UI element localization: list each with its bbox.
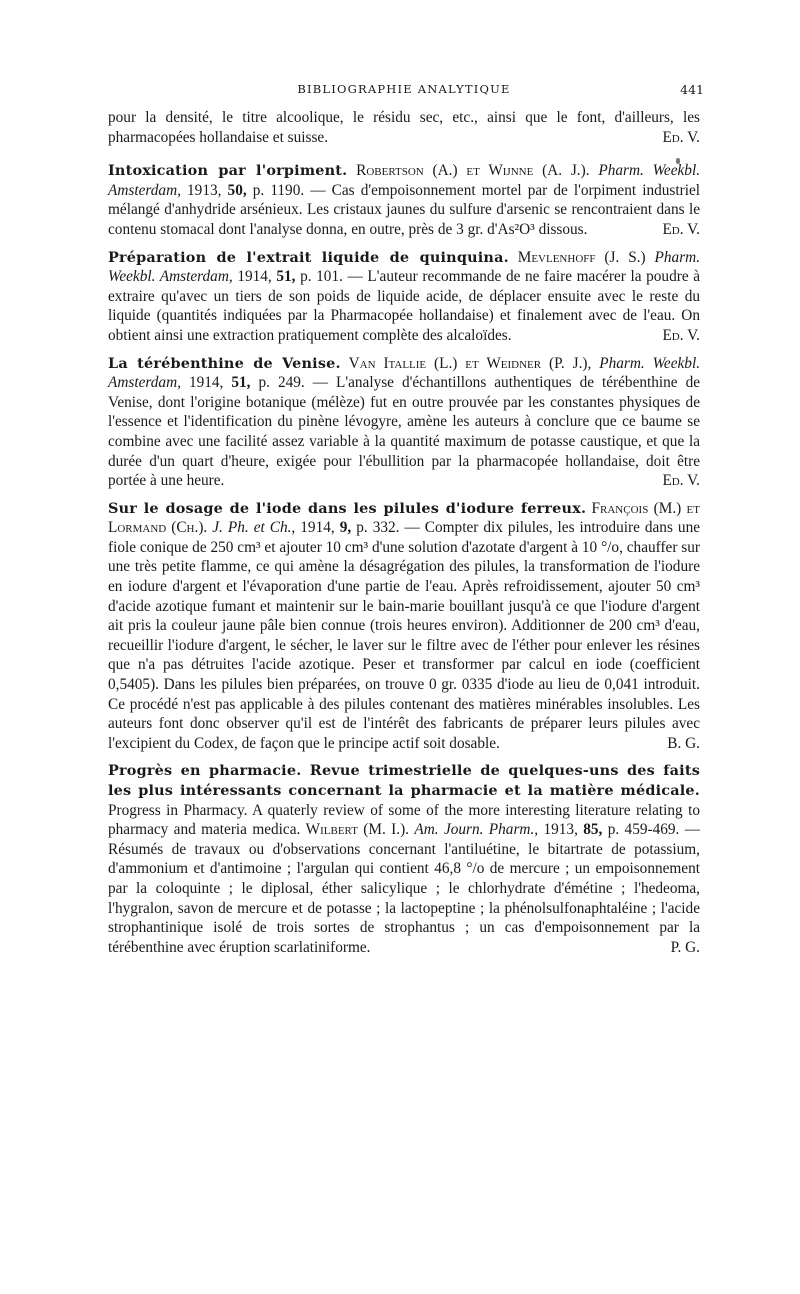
entry-iode xyxy=(108,499,700,754)
entry-volume: 51, xyxy=(231,374,251,392)
entry-year: 1913, xyxy=(187,181,222,199)
entry-progres xyxy=(108,761,700,957)
entry-volume: 85, xyxy=(583,821,603,839)
entry-pages: p. 101. xyxy=(300,268,343,286)
entry-signature: B. G. xyxy=(667,734,700,752)
entry-title: Intoxication par l'orpiment. xyxy=(108,162,348,180)
entry-journal: Pharm. Weekbl. Amsterdam, xyxy=(108,354,701,392)
entry-body: — L'analyse d'échantillons authentiques de térébenthine de Venise, dont l'origine botanique (mélèze) fut en outre prouvée par les constantes physiques de l'essence et l'identification du pinène lévogyre, amène les auteurs à conclure que ce baume se combine avec une facilité assez variable à la quantité maximum de potasse caustique, et que la durée d'un quart d'heure, exigée pour l'ébullition par la pharmacopée hollandaise, doit être portée à une heure. xyxy=(108,374,701,490)
entry-pages: p. 332. xyxy=(356,519,400,537)
entry-subtitle: Progress in Pharmacy. A quaterly review of some of the more interesting literature relating to pharmacy and materia medica. xyxy=(108,801,700,839)
entry-year: 1914, xyxy=(237,268,272,286)
entry-journal: Pharm. Weekbl. Amsterdam, xyxy=(108,248,701,286)
entry-orpiment xyxy=(108,161,700,239)
entry-title: Progrès en pharmacie. Revue trimestrielle de quelques-uns des faits les plus intéressants concernant la pharmacie et la matière médicale. xyxy=(108,762,700,799)
entry-journal: Am. Journ. Pharm., xyxy=(414,821,539,839)
entry-authors: Van Itallie (L.) et Weidner (P. J.), xyxy=(348,354,592,372)
intro-signature: Ed. V. xyxy=(662,128,700,146)
intro-text: pour la densité, le titre alcoolique, le résidu sec, etc., ainsi que le font, d'ailleurs, les pharmacopées hollandaise et suisse. xyxy=(108,109,700,146)
entry-year: 1914, xyxy=(188,374,224,392)
entry-body: — Cas d'empoisonnement mortel par de l'orpiment industriel mélangé d'anhydride arsénieux. Les cristaux jaunes du sulfure d'arsenic se rencontraient dans le contenu stomacal dont l'analyse donna, en outre, près de 3 gr. d'As²O³ dissous. xyxy=(108,181,700,238)
entry-authors: Mevlenhoff (J. S.) xyxy=(517,248,646,266)
document-page xyxy=(108,82,704,965)
page-number: 441 xyxy=(680,82,704,97)
running-title: BIBLIOGRAPHIE ANALYTIQUE xyxy=(297,82,511,96)
entry-body: — L'auteur recommande de ne faire macérer la poudre à extraire qu'avec un tiers de son poids de liquide acide, de déplacer ensuite avec le reste du liquide (quantités indiquées par la Pharmacopée hollandaise) et finalement avec de l'eau. On obtient ainsi une extraction pratiquement complète des alcaloïdes. xyxy=(108,268,700,344)
entry-year: 1913, xyxy=(543,821,578,839)
entry-volume: 9, xyxy=(339,519,352,537)
entry-title: La térébenthine de Venise. xyxy=(108,354,341,372)
entry-pages: p. 249. xyxy=(258,374,305,392)
entry-signature: Ed. V. xyxy=(662,326,700,344)
entry-volume: 50, xyxy=(227,181,247,199)
entry-quinquina xyxy=(108,248,700,346)
entry-year: 1914, xyxy=(300,519,335,537)
entry-pages: p. 459-469. xyxy=(607,821,680,839)
entry-pages: p. 1190. xyxy=(252,181,305,199)
entry-body: — Résumés de travaux ou d'observations concernant l'antiluétine, le bitartrate de potassium, d'ammonium et d'antimoine ; l'argulan qui contient 46,8 °/o de mercure ; un empoisonnement par la coloquinte ; le diplosal, éther salicylique ; le chlorhydrate d'émétine ; l'hedeoma, l'hygralon, savon de mercure et de potasse ; la lactopeptine ; la phénolsulfonaphtaléine ; l'acide strophantinique isolé de trois sortes de strophantus ; un cas d'empoisonnement par la térébenthine avec éruption scarlatiniforme. xyxy=(108,821,701,956)
entry-signature: P. G. xyxy=(670,938,700,956)
entry-body: — Compter dix pilules, les introduire dans une fiole conique de 250 cm³ et ajouter 10 cm³ d'une solution d'azotate d'argent à 10 °/o, chauffer sur une très petite flamme, ce qui amène la désagrégation des pilules, la transformation de l'iodure en iodure d'argent et l'évaporation d'une partie de l'eau. Après refroidissement, ajouter 50 cm³ d'acide azotique fumant et maintenir sur le bain-marie bouillant jusqu'à ce que l'iodure d'argent ait pris la couleur jaune pâle bien connue (trois heures environ). Additionner de 200 cm³ d'eau, recueillir l'iodure d'argent, le sécher, le laver sur le filtre avec de l'éther pour enlever les résines que n'a pas détruites l'acide azotique. Peser et transformer par calcul en iode (coefficient 0,5405). Dans les pilules bien préparées, on trouve 0 gr. 0335 d'iode au lieu de 0,041 introduit. Ce procédé n'est pas applicable à des pilules contenant des matières minérables insolubles. Les auteurs font donc observer qu'il est de l'intérêt des fabricants de préparer leurs pilules avec l'excipient du Codex, de façon que le principe actif soit dosable. xyxy=(108,519,701,752)
page-header xyxy=(108,82,704,108)
entry-journal: J. Ph. et Ch., xyxy=(212,519,296,537)
entry-terebenthine xyxy=(108,354,700,491)
entry-title: Préparation de l'extrait liquide de quinquina. xyxy=(108,248,509,266)
entry-authors: Wilbert (M. I.). xyxy=(305,821,410,839)
entry-authors: François (M.) et Lormand (Ch.). xyxy=(108,499,700,537)
entry-signature: Ed. V. xyxy=(662,472,700,490)
intro-paragraph xyxy=(108,108,700,147)
entry-volume: 51, xyxy=(276,268,296,286)
entry-title: Sur le dosage de l'iode dans les pilules d'iodure ferreux. xyxy=(108,499,587,517)
entry-journal: Pharm. Weekbl. Amsterdam, xyxy=(108,162,701,199)
entry-signature: Ed. V. xyxy=(662,220,700,238)
entry-authors: Robertson (A.) et Wijnne (A. J.). xyxy=(356,162,590,180)
